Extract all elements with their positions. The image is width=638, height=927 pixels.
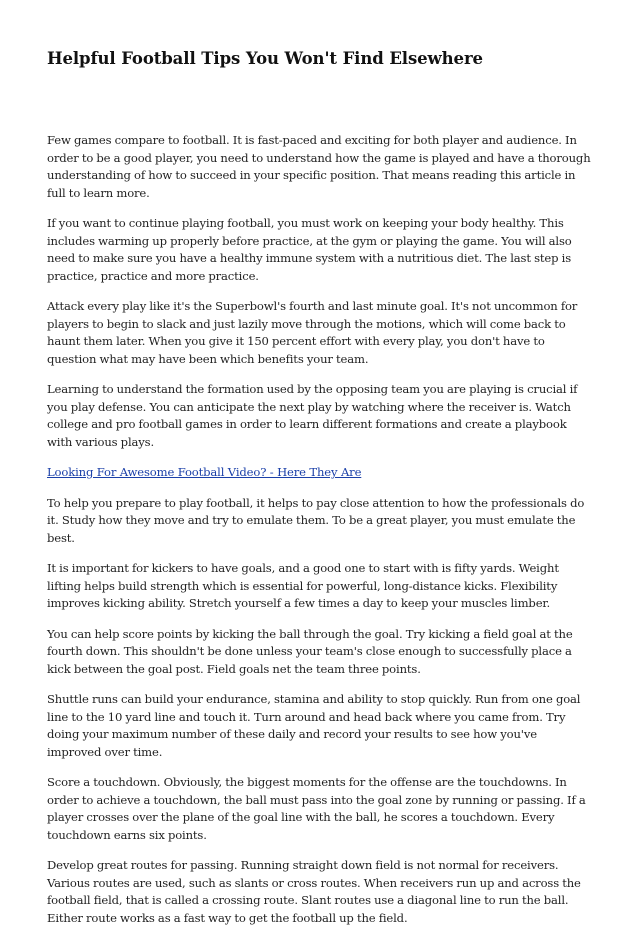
paragraph-formation: Learning to understand the formation used by the opposing team you are playing is crucial if you play defense. You can anticipate the next play by watching where the receiver is. Watch college and pro football games in order to learn different formations and create a playbook with various plays. — [47, 382, 578, 449]
football-video-link[interactable]: Looking For Awesome Football Video? - Here They Are — [47, 465, 362, 479]
paragraph-effort: Attack every play like it's the Superbowl's fourth and last minute goal. It's not uncommon for players to begin to slack and just lazily move through the motions, which will come back to haunt them later. When you give it 150 percent effort with every play, you don't have to question what may have been which benefits your team. — [47, 299, 578, 366]
paragraph-health: If you want to continue playing football, you must work on keeping your body healthy. This includes warming up properly before practice, at the gym or playing the game. You will also need to make sure you have a healthy immune system with a nutritious diet. The last step is practice, practice and more practice. — [47, 216, 572, 283]
paragraph-professionals: To help you prepare to play football, it helps to pay close attention to how the professionals do it. Study how they move and try to emulate them. To be a great player, you must emulate the best. — [47, 495, 585, 545]
paragraph-field-goal: You can help score points by kicking the ball through the goal. Try kicking a field goal at the fourth down. This shouldn't be done unless your team's close enough to successfully place a kick between the goal post. Field goals net the team three points. — [47, 626, 573, 676]
page-title: Helpful Football Tips You Won't Find Elsewhere — [47, 49, 483, 68]
paragraph-touchdown: Score a touchdown. Obviously, the biggest moments for the offense are the touchdowns. In order to achieve a touchdown, the ball must pass into the goal zone by running or passing. If a player crosses over the plane of the goal line with the ball, he scores a touchdown. Every touchdown earns six points. — [47, 775, 586, 842]
paragraph-intro: Few games compare to football. It is fast-paced and exciting for both player and audience. In order to be a good player, you need to understand how the game is played and have a thorough understanding of how to succeed in your specific position. That means reading this article in full to learn more. — [47, 133, 591, 200]
paragraph-passing-routes: Develop great routes for passing. Running straight down field is not normal for receivers. Various routes are used, such as slants or cross routes. When receivers run up and across the football field, that is called a crossing route. Slant routes use a diagonal line to run the ball. Either route works as a fast way to get the football up the field. — [47, 858, 581, 925]
paragraph-shuttle-runs: Shuttle runs can build your endurance, stamina and ability to stop quickly. Run from one goal line to the 10 yard line and touch it. Turn around and head back where you came from. Try doing your maximum number of these daily and record your results to see how you've improved over time. — [47, 692, 581, 759]
link-paragraph — [47, 464, 594, 482]
paragraph-kickers: It is important for kickers to have goals, and a good one to start with is fifty yards. Weight lifting helps build strength which is essential for powerful, long-distance kicks. Flexibility improves kicking ability. Stretch yourself a few times a day to keep your muscles limber. — [47, 561, 559, 610]
